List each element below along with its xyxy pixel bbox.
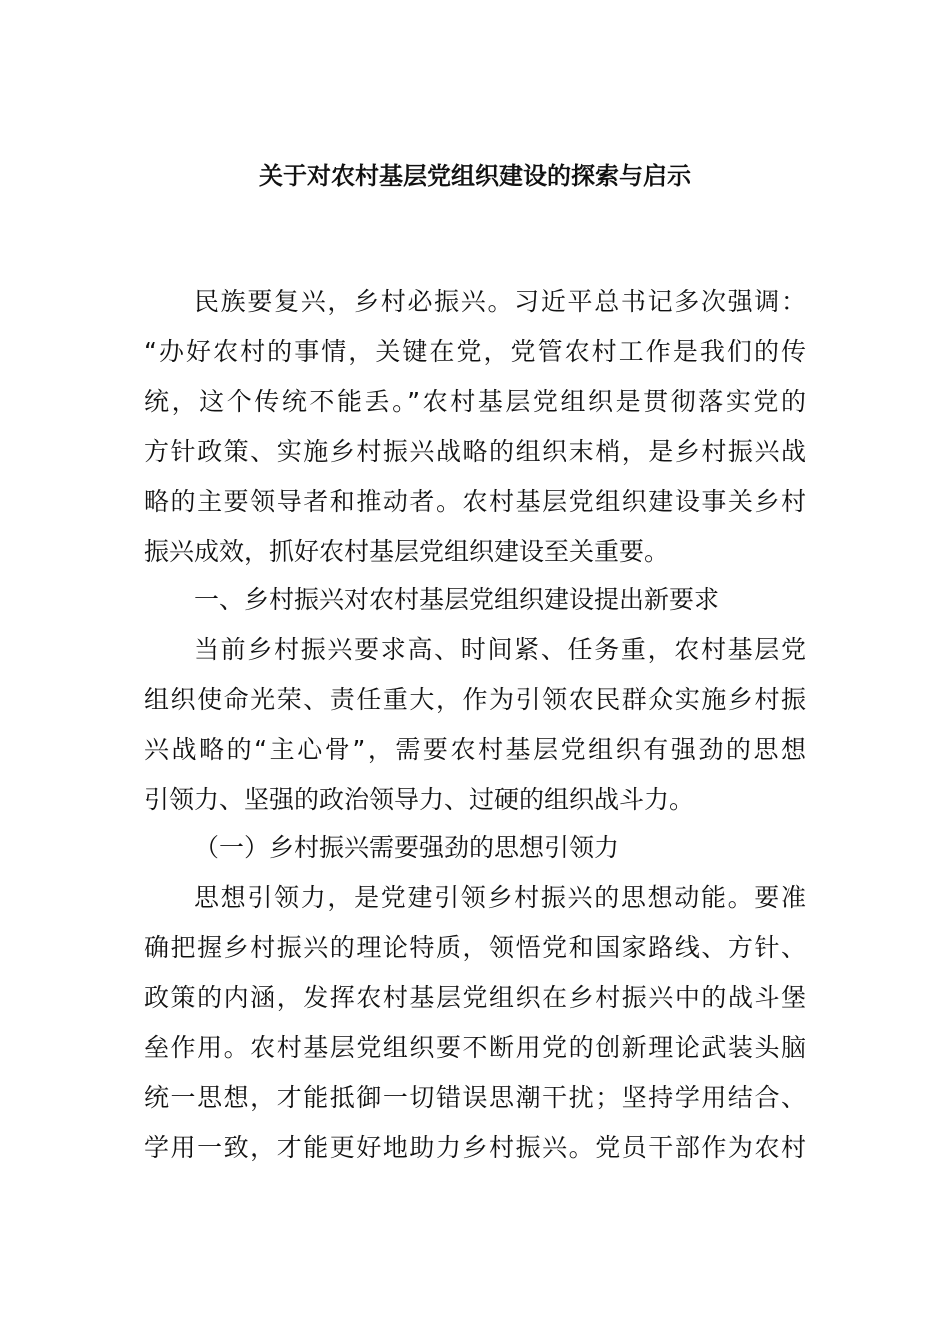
document-title: 关于对农村基层党组织建设的探索与启示 (259, 162, 691, 190)
paragraph-line: 统，这个传统不能丢。”农村基层党组织是贯彻落实党的 (144, 387, 806, 416)
paragraph-line: 略的主要领导者和推动者。农村基层党组织建设事关乡村 (144, 487, 806, 516)
paragraph-line: 学用一致，才能更好地助力乡村振兴。党员干部作为农村 (144, 1133, 806, 1162)
paragraph-line: 当前乡村振兴要求高、时间紧、任务重，农村基层党 (194, 635, 806, 664)
paragraph-line: 振兴成效，抓好农村基层党组织建设至关重要。 (144, 537, 670, 566)
paragraph-line: 兴战略的“主心骨”，需要农村基层党组织有强劲的思想 (144, 735, 806, 764)
paragraph-line: 统一思想，才能抵御一切错误思潮干扰；坚持学用结合、 (144, 1083, 806, 1112)
paragraph-line: 引领力、坚强的政治领导力、过硬的组织战斗力。 (144, 785, 695, 814)
paragraph-line: 垒作用。农村基层党组织要不断用党的创新理论武装头脑 (144, 1033, 806, 1062)
paragraph-line: 思想引领力，是党建引领乡村振兴的思想动能。要准 (194, 883, 806, 912)
paragraph-line: 方针政策、实施乡村振兴战略的组织末梢，是乡村振兴战 (144, 437, 806, 466)
paragraph-line: 民族要复兴，乡村必振兴。习近平总书记多次强调： (194, 287, 806, 316)
paragraph-line: 确把握乡村振兴的理论特质，领悟党和国家路线、方针、 (144, 933, 806, 962)
subsection-heading: （一）乡村振兴需要强劲的思想引领力 (194, 833, 620, 862)
paragraph-line: 政策的内涵，发挥农村基层党组织在乡村振兴中的战斗堡 (144, 983, 806, 1012)
paragraph-line: “办好农村的事情，关键在党，党管农村工作是我们的传 (144, 337, 806, 366)
section-heading: 一、乡村振兴对农村基层党组织建设提出新要求 (194, 585, 720, 614)
paragraph-line: 组织使命光荣、责任重大，作为引领农民群众实施乡村振 (144, 685, 806, 714)
